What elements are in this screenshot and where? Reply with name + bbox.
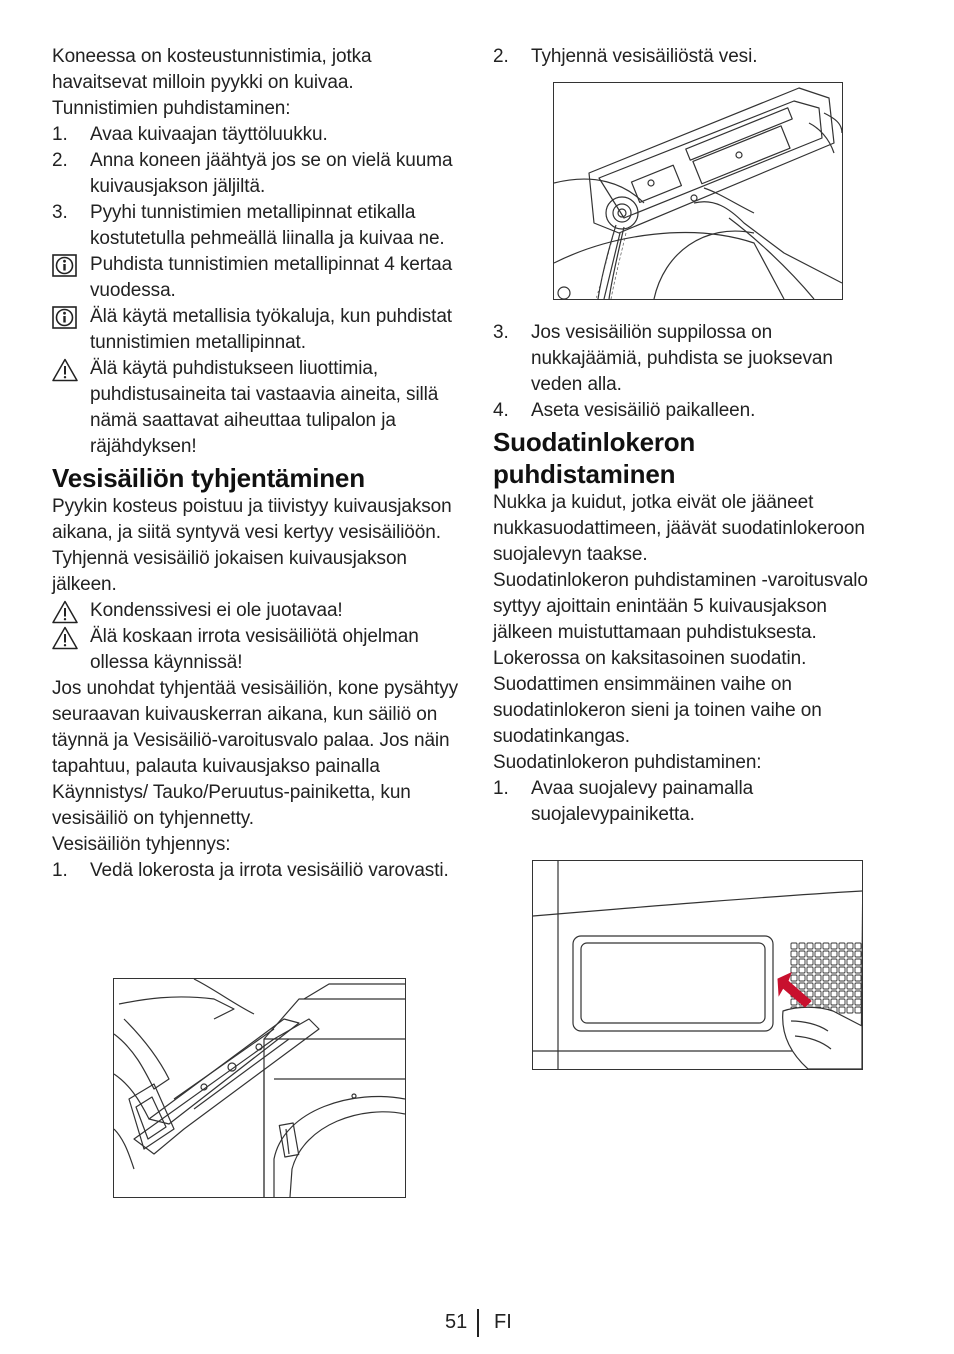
filter-grid-cell xyxy=(855,999,861,1005)
list-number: 2. xyxy=(493,46,509,67)
filter-grid-cell xyxy=(807,951,813,957)
filter-grid-cell xyxy=(807,991,813,997)
filter-grid-cell xyxy=(815,951,821,957)
list-text: Jos vesisäiliön suppilossa on nukkajäämiä, puhdista se juoksevan veden alla. xyxy=(531,322,833,395)
list-text: Anna koneen jäähtyä jos se on vielä kuuma kuivausjakson jäljiltä. xyxy=(90,150,453,197)
filter-grid-cell xyxy=(799,967,805,973)
filter-grid-cell xyxy=(839,1007,845,1013)
filter-grid-cell xyxy=(831,959,837,965)
note-item xyxy=(52,252,462,304)
filter-grid-cell xyxy=(807,959,813,965)
paragraph: Suodatinlokeron puhdistaminen -varoitusvalo syttyy ajoittain enintään 5 kuivausjakson jälkeen muistuttamaan puhdistuksesta. xyxy=(493,570,868,643)
note-text: Älä käytä metallisia työkaluja, kun puhdistat tunnistimien metallipinnat. xyxy=(90,306,452,353)
filter-grid-cell xyxy=(823,999,829,1005)
filter-grid-cell xyxy=(799,983,805,989)
list-number: 3. xyxy=(52,202,68,223)
filter-grid-cell xyxy=(847,967,853,973)
figure-filter-cover-button xyxy=(532,860,863,1070)
figure-empty-water-tank xyxy=(553,82,843,300)
intro-subtext: Tunnistimien puhdistaminen: xyxy=(52,98,291,119)
filter-grid-cell xyxy=(831,975,837,981)
filter-grid-cell xyxy=(847,959,853,965)
filter-grid-cell xyxy=(791,967,797,973)
list-item xyxy=(493,320,878,398)
filter-grid-cell xyxy=(823,943,829,949)
paragraph: Pyykin kosteus poistuu ja tiivistyy kuivausjakson aikana, ja siitä syntyvä vesi kertyy vesisäiliöön. Tyhjennä vesisäiliö jokaisen kuivausjakson jälkeen. xyxy=(52,496,452,595)
list-text: Vedä lokerosta ja irrota vesisäiliö varovasti. xyxy=(90,860,449,881)
paragraph: Vesisäiliön tyhjennys: xyxy=(52,834,231,855)
filter-grid-cell xyxy=(807,975,813,981)
filter-grid-cell xyxy=(847,991,853,997)
list-number: 2. xyxy=(52,150,68,171)
note-item xyxy=(52,624,462,676)
footer-divider xyxy=(477,1309,479,1337)
paragraph: Jos unohdat tyhjentää vesisäiliön, kone pysähtyy seuraavan kuivauskerran aikana, kun säiliö on täynnä ja Vesisäiliö-varoitusvalo palaa. Jos näin tapahtuu, palauta kuivausjakso painalla Käynnistys/ Tauko/Peruutus-painiketta, kun vesisäiliö on tyhjennetty. xyxy=(52,678,459,829)
list-text: Avaa suojalevy painamalla suojalevypainiketta. xyxy=(531,778,754,825)
filter-grid-cell xyxy=(831,983,837,989)
list-item xyxy=(493,776,878,828)
note-text: Älä käytä puhdistukseen liuottimia, puhdistusaineita tai vastaavia aineita, sillä nämä saattavat aiheuttaa tulipalon ja räjähdyksen! xyxy=(90,358,439,457)
filter-grid-cell xyxy=(839,967,845,973)
filter-grid-cell xyxy=(831,943,837,949)
list-item xyxy=(52,858,462,884)
info-icon xyxy=(52,254,78,278)
paragraph: Lokerossa on kaksitasoinen suodatin. Suodattimen ensimmäinen vaihe on suodatinlokeron sieni ja toinen vaihe on suodatinkangas. xyxy=(493,648,822,747)
filter-grid-cell xyxy=(839,999,845,1005)
language-code: FI xyxy=(494,1311,512,1333)
list-item xyxy=(493,44,878,70)
left-column xyxy=(52,44,462,884)
filter-grid-cell xyxy=(855,943,861,949)
filter-grid-cell xyxy=(831,999,837,1005)
filter-grid-cell xyxy=(847,951,853,957)
filter-grid-cell xyxy=(807,943,813,949)
filter-grid-cell xyxy=(847,983,853,989)
filter-grid-cell xyxy=(815,975,821,981)
list-item xyxy=(52,122,462,148)
filter-grid-cell xyxy=(839,943,845,949)
list-text: Tyhjennä vesisäiliöstä vesi. xyxy=(531,46,758,67)
list-text: Aseta vesisäiliö paikalleen. xyxy=(531,400,756,421)
list-item xyxy=(52,148,462,200)
filter-grid-cell xyxy=(839,959,845,965)
filter-grid-cell xyxy=(847,975,853,981)
note-text: Puhdista tunnistimien metallipinnat 4 kertaa vuodessa. xyxy=(90,254,453,301)
filter-grid-cell xyxy=(847,943,853,949)
figure-remove-water-tank xyxy=(113,978,406,1198)
filter-grid-cell xyxy=(791,943,797,949)
filter-grid-cell xyxy=(815,999,821,1005)
page-number: 51 xyxy=(445,1311,468,1333)
filter-grid-cell xyxy=(815,991,821,997)
filter-grid-cell xyxy=(799,943,805,949)
filter-grid-cell xyxy=(823,967,829,973)
list-item xyxy=(52,200,462,252)
filter-grid-cell xyxy=(815,983,821,989)
filter-grid-cell xyxy=(855,1007,861,1013)
filter-grid-cell xyxy=(839,975,845,981)
filter-grid-cell xyxy=(847,999,853,1005)
warning-icon xyxy=(52,358,78,382)
list-text: Avaa kuivaajan täyttöluukku. xyxy=(90,124,328,145)
list-number: 3. xyxy=(493,322,509,343)
note-item xyxy=(52,598,462,624)
filter-grid-cell xyxy=(823,951,829,957)
note-item xyxy=(52,356,462,460)
filter-grid-cell xyxy=(807,983,813,989)
filter-grid-cell xyxy=(791,951,797,957)
note-text: Kondenssivesi ei ole juotavaa! xyxy=(90,600,343,621)
filter-grid-cell xyxy=(847,1007,853,1013)
list-text: Pyyhi tunnistimien metallipinnat etikalla kostutetulla pehmeällä liinalla ja kuivaa ne. xyxy=(90,202,445,249)
filter-grid-cell xyxy=(791,975,797,981)
filter-grid-cell xyxy=(855,983,861,989)
filter-grid-cell xyxy=(807,967,813,973)
filter-grid-cell xyxy=(815,943,821,949)
list-number: 1. xyxy=(52,860,68,881)
filter-grid-cell xyxy=(839,991,845,997)
warning-icon xyxy=(52,600,78,624)
paragraph: Nukka ja kuidut, jotka eivät ole jääneet nukkasuodattimeen, jäävät suodatinlokeroon suojalevyn taakse. xyxy=(493,492,865,565)
filter-grid-cell xyxy=(855,951,861,957)
filter-grid-cell xyxy=(831,991,837,997)
filter-grid-cell xyxy=(855,975,861,981)
paragraph: Suodatinlokeron puhdistaminen: xyxy=(493,752,762,773)
filter-grid-cell xyxy=(839,951,845,957)
filter-grid-cell xyxy=(815,967,821,973)
section-heading: Suodatinlokeron puhdistaminen xyxy=(493,427,696,489)
page-footer xyxy=(0,1309,954,1339)
list-number: 1. xyxy=(52,124,68,145)
note-text: Älä koskaan irrota vesisäiliötä ohjelman ollessa käynnissä! xyxy=(90,626,419,673)
note-item xyxy=(52,304,462,356)
section-heading: Vesisäiliön tyhjentäminen xyxy=(52,463,365,493)
filter-grid-cell xyxy=(823,983,829,989)
list-item xyxy=(493,398,878,424)
info-icon xyxy=(52,306,78,330)
filter-grid-cell xyxy=(799,959,805,965)
filter-grid-cell xyxy=(839,983,845,989)
filter-grid-cell xyxy=(823,975,829,981)
list-number: 4. xyxy=(493,400,509,421)
filter-grid-cell xyxy=(831,951,837,957)
filter-grid-cell xyxy=(799,975,805,981)
filter-grid-cell xyxy=(815,959,821,965)
filter-grid-cell xyxy=(823,991,829,997)
filter-grid-cell xyxy=(831,967,837,973)
filter-grid-cell xyxy=(823,959,829,965)
filter-grid-cell xyxy=(791,959,797,965)
filter-grid-cell xyxy=(855,991,861,997)
filter-grid-cell xyxy=(855,959,861,965)
warning-icon xyxy=(52,626,78,650)
filter-grid-cell xyxy=(855,967,861,973)
filter-grid-cell xyxy=(799,951,805,957)
intro-text: Koneessa on kosteustunnistimia, jotka havaitsevat milloin pyykki on kuivaa. xyxy=(52,46,372,93)
list-number: 1. xyxy=(493,778,509,799)
